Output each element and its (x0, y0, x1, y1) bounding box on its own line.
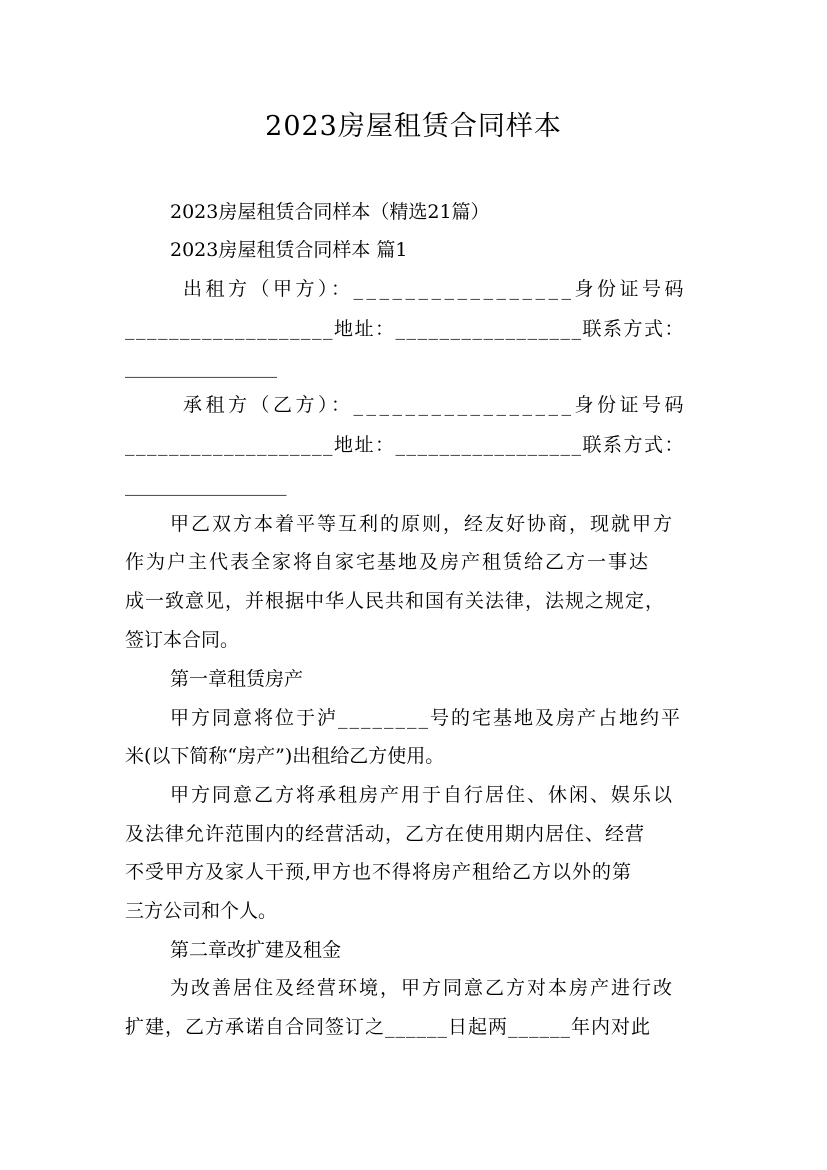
lessor-contact-blank: ________________ (125, 356, 277, 378)
paragraph-line: 三方公司和个人。 (125, 900, 278, 922)
lessee-contact-blank: _________________ (125, 474, 287, 496)
paragraph-line: 甲乙双方本着平等互利的原则，经友好协商，现就甲方 (170, 513, 675, 535)
subtitle-line: 2023房屋租赁合同样本（精选21篇） (170, 201, 490, 223)
paragraph-line: 不受甲方及家人干预,甲方也不得将房产租给乙方以外的第 (125, 861, 633, 883)
paragraph-line: 甲方同意乙方将承租房产用于自行居住、休闲、娱乐以 (170, 784, 675, 806)
paragraph-line: 扩建，乙方承诺自合同签订之______日起两______年内对此 (125, 1016, 652, 1038)
document-title: 2023房屋租赁合同样本 (265, 111, 562, 142)
lessee-address-line: ___________________地址：_________________联系方式： (125, 434, 686, 456)
paragraph-line: 成一致意见，并根据中华人民共和国有关法律，法规之规定， (125, 590, 666, 612)
lessor-address-line: ___________________地址：_________________联系方式： (125, 318, 686, 340)
lessee-line: 承租方（乙方）：_________________身份证号码 (183, 394, 688, 416)
paragraph-line: 为改善居住及经营环境，甲方同意乙方对本房产进行改 (170, 977, 675, 999)
section-heading: 2023房屋租赁合同样本 篇1 (170, 239, 408, 261)
paragraph-line: 米(以下简称“房产”)出租给乙方使用。 (125, 745, 445, 767)
lessor-line: 出租方（甲方）：_________________身份证号码 (183, 278, 688, 300)
paragraph-line: 甲方同意将位于泸________号的宅基地及房产占地约平 (170, 707, 683, 729)
paragraph-line: 及法律允许范围内的经营活动，乙方在使用期内居住、经营 (125, 823, 646, 845)
paragraph-line: 作为户主代表全家将自家宅基地及房产租赁给乙方一事达 (125, 551, 651, 573)
paragraph-line: 签订本合同。 (125, 629, 240, 651)
chapter-heading: 第二章改扩建及租金 (170, 939, 342, 961)
chapter-heading: 第一章租赁房产 (170, 668, 304, 690)
